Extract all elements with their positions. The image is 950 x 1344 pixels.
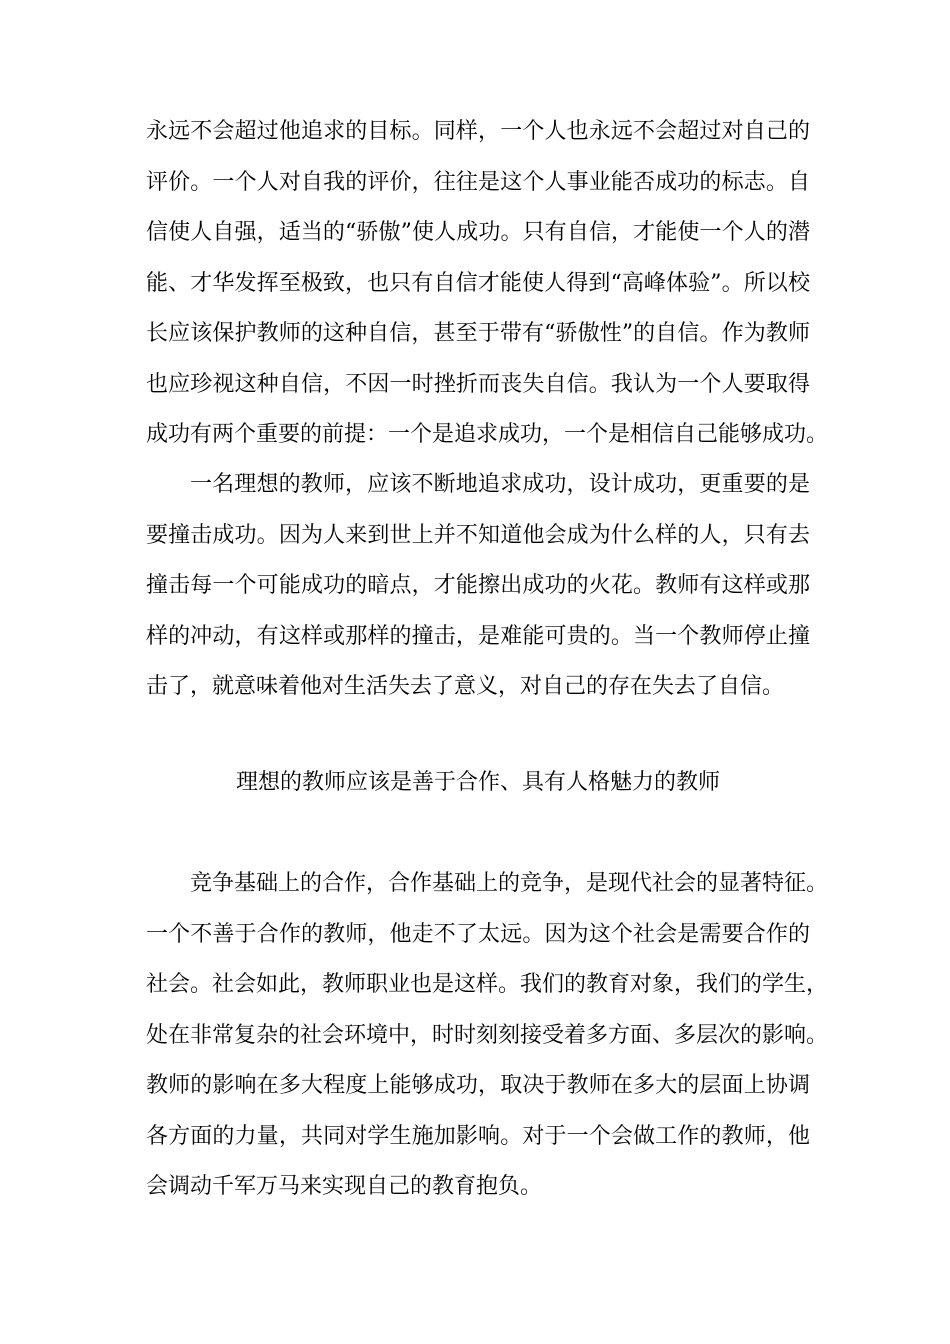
- paragraph-line: 社会。社会如此，教师职业也是这样。我们的教育对象，我们的学生，: [146, 972, 829, 997]
- paragraph-line: 能、才华发挥至极致，也只有自信才能使人得到“高峰体验”。所以校: [146, 270, 810, 296]
- paragraph-cooperation: [146, 859, 829, 1213]
- paragraph-line: 长应该保护教师的这种自信，甚至于带有“骄傲性”的自信。作为教师: [146, 321, 810, 346]
- paragraph-line: 击了，就意味着他对生活失去了意义，对自己的存在失去了自信。: [146, 674, 785, 699]
- paragraph-line: 评价。一个人对自我的评价，往往是这个人事业能否成功的标志。自: [146, 169, 810, 195]
- paragraph-line: 一个不善于合作的教师，他走不了太远。因为这个社会是需要合作的: [146, 921, 810, 947]
- paragraph-line: 会调动千军万马来实现自己的教育抱负。: [146, 1174, 543, 1199]
- paragraph-self-confidence: [146, 107, 829, 461]
- paragraph-line: 信使人自强，适当的“骄傲”使人成功。只有自信，才能使一个人的潜: [146, 220, 810, 245]
- paragraph-pursue-success: [146, 460, 810, 713]
- paragraph-line: 一名理想的教师，应该不断地追求成功，设计成功，更重要的是: [190, 472, 810, 497]
- section-heading: 理想的教师应该是善于合作、具有人格魅力的教师: [235, 770, 720, 795]
- paragraph-line: 处在非常复杂的社会环境中，时时刻刻接受着多方面、多层次的影响。: [146, 1022, 829, 1048]
- paragraph-line: 样的冲动，有这样或那样的撞击，是难能可贵的。当一个教师停止撞: [146, 623, 810, 649]
- paragraph-line: 各方面的力量，共同对学生施加影响。对于一个会做工作的教师，他: [146, 1123, 810, 1149]
- paragraph-line: 成功有两个重要的前提：一个是追求成功，一个是相信自己能够成功。: [146, 422, 829, 447]
- paragraph-line: 竞争基础上的合作，合作基础上的竞争，是现代社会的显著特征。: [190, 871, 829, 896]
- paragraph-line: 永远不会超过他追求的目标。同样，一个人也永远不会超过对自己的: [146, 119, 810, 144]
- paragraph-line: 也应珍视这种自信，不因一时挫折而丧失自信。我认为一个人要取得: [146, 371, 810, 397]
- paragraph-line: 撞击每一个可能成功的暗点，才能擦出成功的火花。教师有这样或那: [146, 573, 810, 598]
- paragraph-line: 教师的影响在多大程度上能够成功，取决于教师在多大的层面上协调: [146, 1073, 810, 1098]
- paragraph-line: 要撞击成功。因为人来到世上并不知道他会成为什么样的人，只有去: [146, 522, 810, 548]
